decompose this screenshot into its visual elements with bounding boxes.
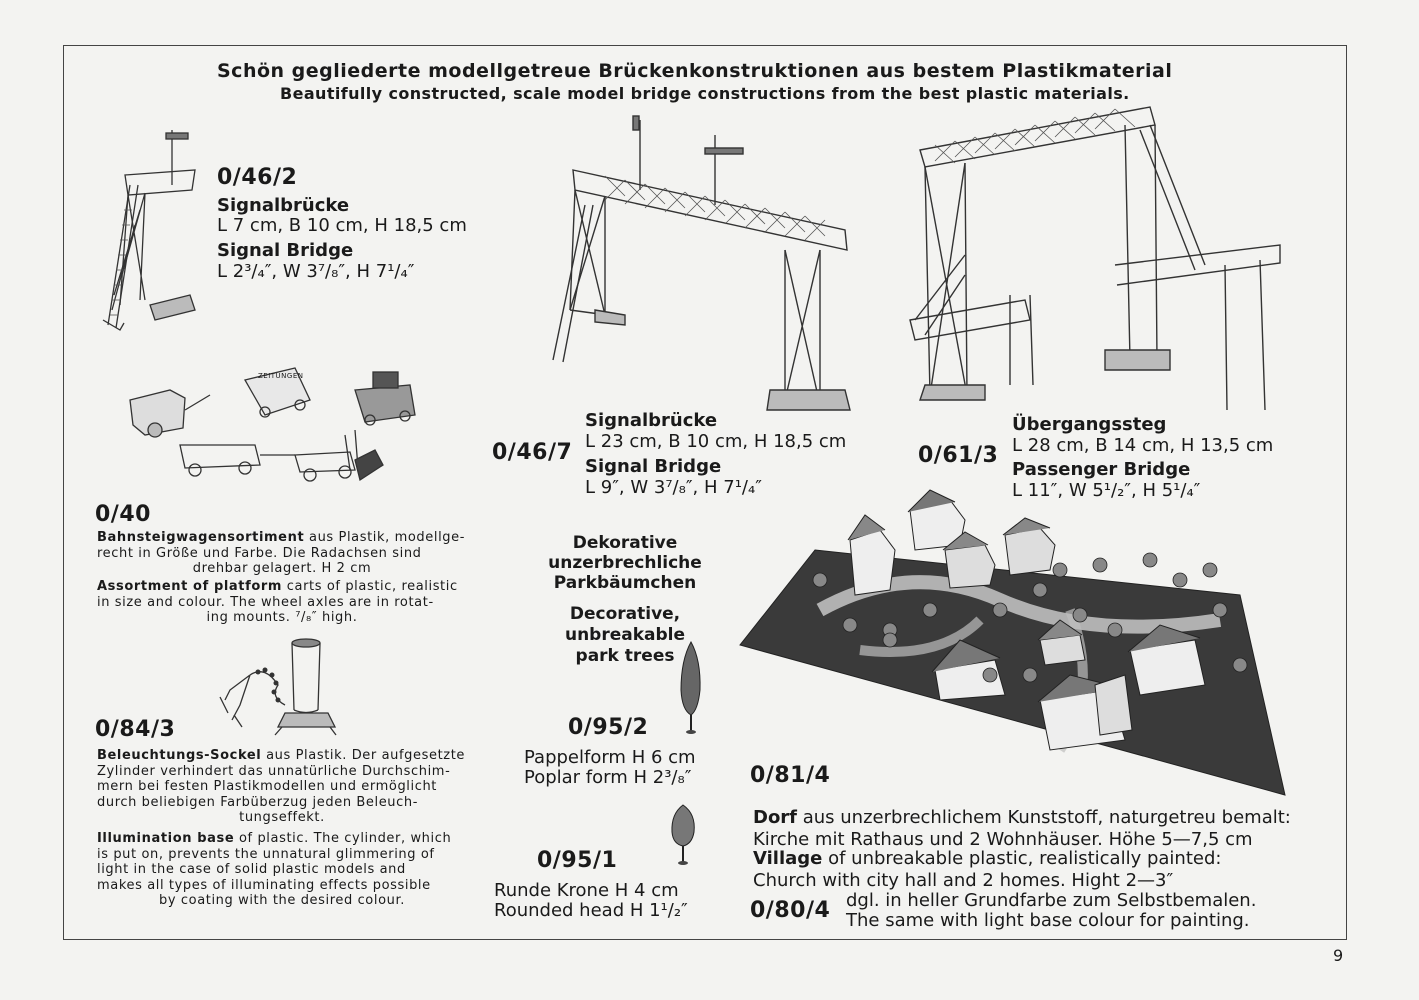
trees-heading-de: Dekorative unzerbrechliche Parkbäumchen xyxy=(548,533,702,593)
signal-bridge-large-name-en: Signal Bridge xyxy=(585,456,722,477)
illumination-base-desc-de: Beleuchtungs-Sockel aus Plastik. Der aufgesetzte Zylinder verhindert das unnatürliche Durchschim- mern bei festen Plastikmodellen und ermöglicht durch beliebigen Farbüberzug jeden Beleuch- tungseffekt. xyxy=(97,748,465,825)
poplar-tree-image xyxy=(676,640,706,735)
rounded-desc-en: Rounded head H 1¹/₂″ xyxy=(494,900,688,921)
signal-bridge-large-image xyxy=(545,110,855,410)
illumination-base-desc-en: Illumination base of plastic. The cylinder, which is put on, prevents the unnatural glimmering of light in the case of solid plastic models and makes all types of illuminating effects possible by coating with the desired colour. xyxy=(97,831,452,908)
passenger-bridge-name-de: Übergangssteg xyxy=(1012,414,1167,435)
signal-bridge-large-name-de: Signalbrücke xyxy=(585,410,718,431)
village-desc-de: Dorf aus unzerbrechlichem Kunststoff, naturgetreu bemalt: Kirche mit Rathaus und 2 Wohnhäuser. Höhe 5—7,5 cm xyxy=(753,807,1291,850)
passenger-bridge-dims-imperial: L 11″, W 5¹/₂″, H 5¹/₄″ xyxy=(1012,480,1201,501)
signal-bridge-large-code: 0/46/7 xyxy=(492,440,573,465)
signal-bridge-small-image xyxy=(100,125,210,335)
passenger-bridge-code: 0/61/3 xyxy=(918,443,999,468)
rounded-desc-de: Runde Krone H 4 cm xyxy=(494,880,679,901)
village-code: 0/81/4 xyxy=(750,763,831,788)
poplar-code: 0/95/2 xyxy=(568,715,649,740)
village-unpainted-code: 0/80/4 xyxy=(750,898,831,923)
poplar-desc-de: Pappelform H 6 cm xyxy=(524,747,696,768)
signal-bridge-small-name-de: Signalbrücke xyxy=(217,195,350,216)
poplar-desc-en: Poplar form H 2³/₈″ xyxy=(524,767,692,788)
village-desc-en: Village of unbreakable plastic, realistically painted: Church with city hall and 2 homes. Hight 2—3″ xyxy=(753,848,1222,891)
village-diorama-image xyxy=(740,490,1290,800)
platform-carts-code: 0/40 xyxy=(95,502,151,527)
signal-bridge-small-dims-metric: L 7 cm, B 10 cm, H 18,5 cm xyxy=(217,215,467,236)
page-title-de: Schön gegliederte modellgetreue Brückenkonstruktionen aus bestem Plastikmaterial xyxy=(217,60,1173,82)
platform-carts-desc-en: Assortment of platform carts of plastic, realistic in size and colour. The wheel axles are in rotat- ing mounts. ⁷/₈″ high. xyxy=(97,579,458,625)
passenger-bridge-image xyxy=(905,95,1285,400)
signal-bridge-large-dims-imperial: L 9″, W 3⁷/₈″, H 7¹/₄″ xyxy=(585,477,762,498)
illumination-base-image xyxy=(210,635,340,735)
page-title-en: Beautifully constructed, scale model bridge constructions from the best plastic materials. xyxy=(280,84,1130,103)
illumination-base-code: 0/84/3 xyxy=(95,717,176,742)
passenger-bridge-dims-metric: L 28 cm, B 14 cm, H 13,5 cm xyxy=(1012,435,1274,456)
signal-bridge-small-dims-imperial: L 2³/₄″, W 3⁷/₈″, H 7¹/₄″ xyxy=(217,261,415,282)
passenger-bridge-name-en: Passenger Bridge xyxy=(1012,459,1191,480)
newsstand-sign: ZEITUNGEN xyxy=(258,372,304,380)
signal-bridge-small-code: 0/46/2 xyxy=(217,165,298,190)
page-number: 9 xyxy=(1333,946,1344,965)
signal-bridge-small-name-en: Signal Bridge xyxy=(217,240,354,261)
rounded-tree-image xyxy=(668,802,698,867)
rounded-code: 0/95/1 xyxy=(537,848,618,873)
trees-heading-en: Decorative, unbreakable park trees xyxy=(564,604,686,666)
village-unpainted-desc-de: dgl. in heller Grundfarbe zum Selbstbemalen. xyxy=(846,890,1257,911)
signal-bridge-large-dims-metric: L 23 cm, B 10 cm, H 18,5 cm xyxy=(585,431,847,452)
platform-carts-desc-de: Bahnsteigwagensortiment aus Plastik, modellge- recht in Größe und Farbe. Die Radachsen sind drehbar gelagert. H 2 cm xyxy=(97,530,466,576)
village-unpainted-desc-en: The same with light base colour for painting. xyxy=(846,910,1250,931)
